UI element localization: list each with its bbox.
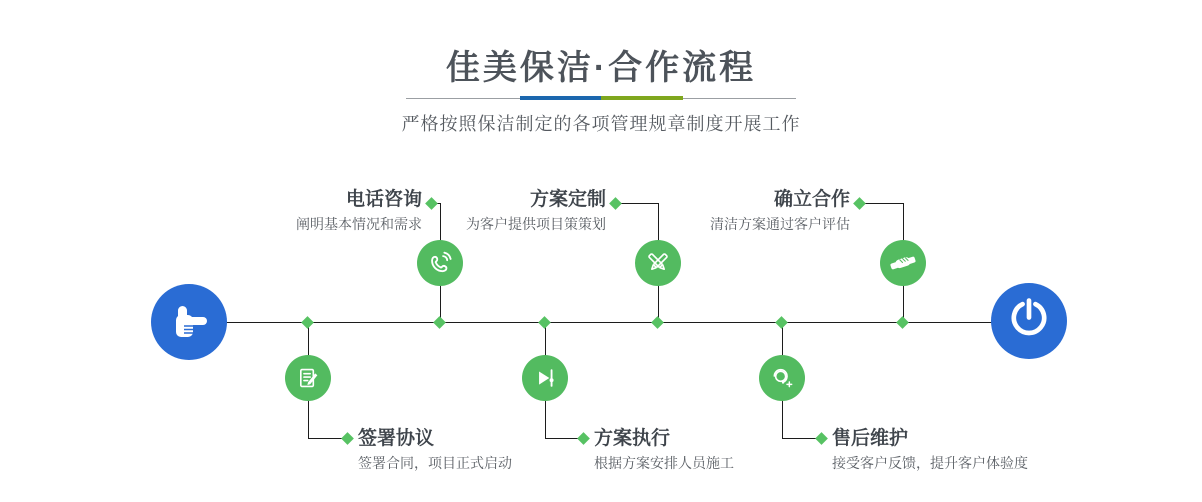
step-title: 方案定制 (529, 189, 606, 210)
step-title: 签署协议 (358, 428, 435, 449)
step-node-handshake (880, 240, 926, 286)
label-diamond (425, 197, 438, 210)
connector-line (616, 203, 659, 204)
label-diamond (341, 432, 354, 445)
phone-icon (425, 248, 455, 278)
label-diamond (815, 432, 828, 445)
contract-sign-icon (293, 363, 323, 393)
label-diamond (577, 432, 590, 445)
step-label-design (466, 189, 606, 234)
flow-start-node (151, 284, 227, 360)
label-diamond (853, 197, 866, 210)
label-diamond (609, 197, 622, 210)
divider-accent-green (601, 96, 683, 100)
step-label-service (832, 428, 1028, 473)
step-node-phone (417, 240, 463, 286)
flow-end-node (991, 283, 1067, 359)
step-label-contract (358, 428, 512, 473)
step-title: 电话咨询 (345, 189, 422, 210)
step-desc: 阐明基本情况和需求 (296, 216, 422, 232)
page-subtitle: 严格按照保洁制定的各项管理规章制度开展工作 (401, 114, 801, 134)
power-icon (1001, 293, 1057, 349)
step-title: 方案执行 (594, 428, 671, 449)
pencil-design-icon (643, 248, 673, 278)
step-desc: 接受客户反馈，提升客户体验度 (832, 455, 1028, 471)
connector-line (860, 203, 904, 204)
step-label-execute (594, 428, 734, 473)
step-node-contract (285, 355, 331, 401)
step-desc: 清洁方案通过客户评估 (710, 216, 850, 232)
handshake-icon (887, 247, 919, 279)
step-node-service (759, 355, 805, 401)
customer-service-icon (766, 362, 798, 394)
pointing-hand-icon (165, 298, 213, 346)
step-node-execute (522, 355, 568, 401)
timeline-diamond (433, 316, 446, 329)
divider-accent-blue (520, 96, 601, 100)
step-desc: 根据方案安排人员施工 (594, 455, 734, 471)
play-execute-icon (530, 363, 560, 393)
step-title: 确立合作 (773, 189, 850, 210)
step-node-design (635, 240, 681, 286)
step-label-phone (296, 189, 422, 234)
step-desc: 为客户提供项目策策划 (466, 216, 606, 232)
page-title: 佳美保洁·合作流程 (445, 49, 757, 87)
timeline-diamond (775, 316, 788, 329)
timeline-diamond (301, 316, 314, 329)
step-desc: 签署合同，项目正式启动 (358, 455, 512, 471)
timeline-diamond (896, 316, 909, 329)
timeline-diamond (538, 316, 551, 329)
step-title: 售后维护 (832, 428, 909, 449)
timeline-diamond (651, 316, 664, 329)
step-label-handshake (710, 189, 850, 234)
